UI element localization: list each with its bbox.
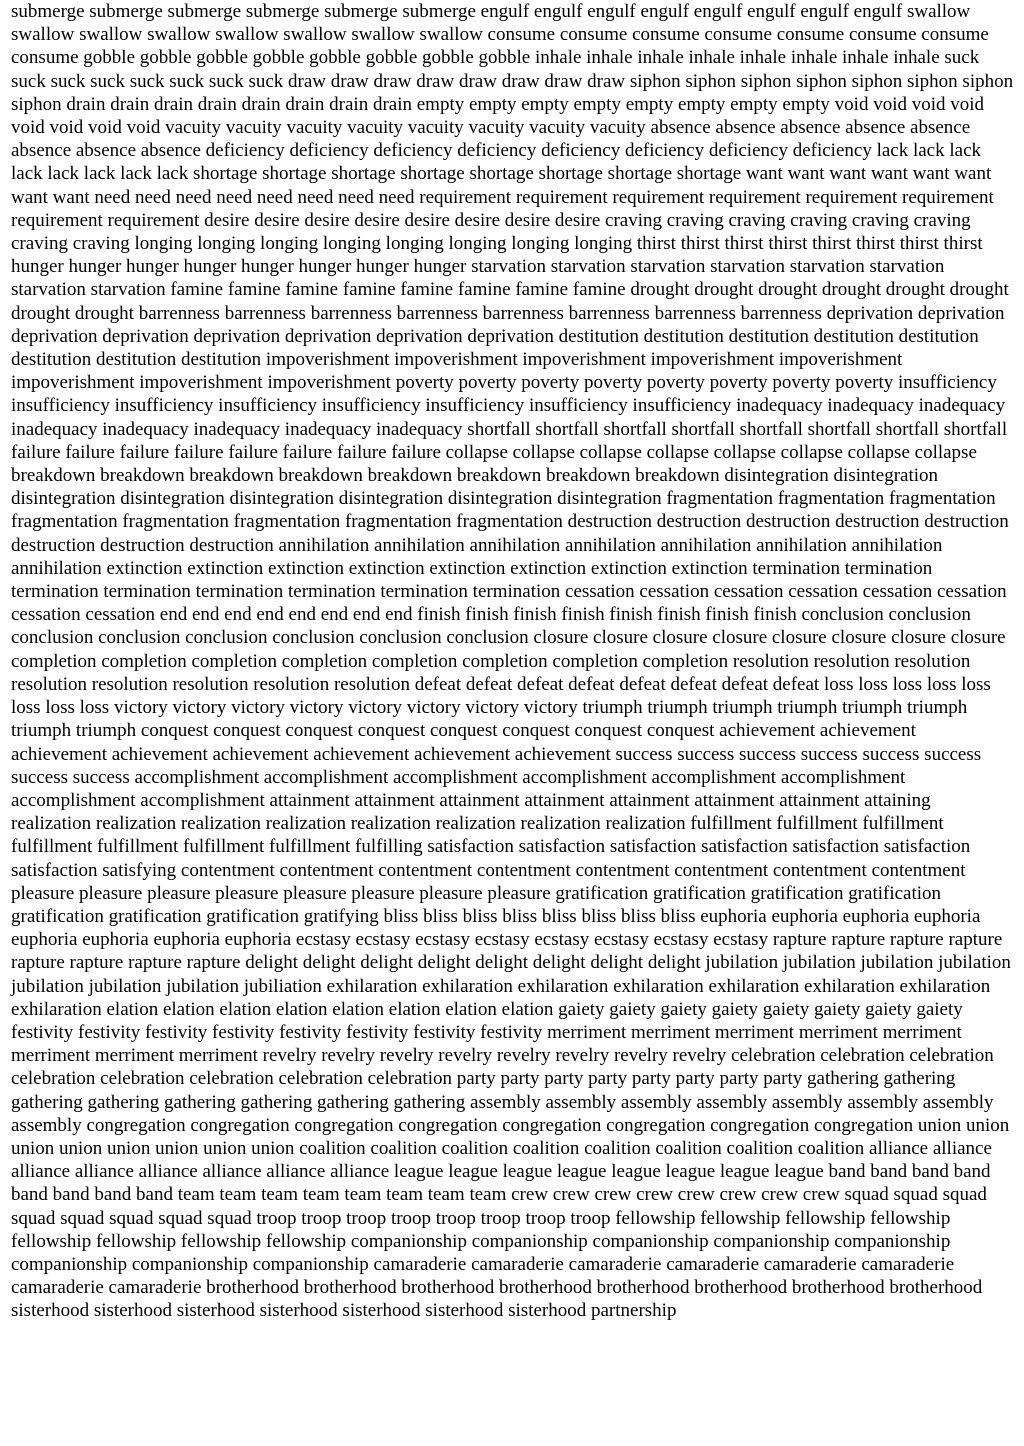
body-text: submerge submerge submerge submerge submerge submerge engulf engulf engulf engulf engulf engulf engulf engulf swallow swallow swallow swallow swallow swallow swallow swallow consume consume consume consume consume consume consume consume gobble gobble gobble gobble gobble gobble gobble gobble inhale inhale inhale inhale inhale inhale inhale inhale suck suck suck suck suck suck suck suck draw draw draw draw draw draw draw draw siphon siphon siphon siphon siphon siphon siphon siphon drain drain drain drain drain drain drain drain empty empty empty empty empty empty empty empty void void void void void void void void vacuity vacuity vacuity vacuity vacuity vacuity vacuity vacuity absence absence absence absence absence absence absence absence deficiency deficiency deficiency deficiency deficiency deficiency deficiency deficiency lack lack lack lack lack lack lack lack shortage shortage shortage shortage shortage shortage shortage shortage want want want want want want want want need need need need need need need need requirement requirement requirement requirement requirement requirement requirement requirement desire desire desire desire desire desire desire desire craving craving craving craving craving craving craving craving longing longing longing longing longing longing longing longing thirst thirst thirst thirst thirst thirst thirst thirst hunger hunger hunger hunger hunger hunger hunger hunger starvation starvation starvation starvation starvation starvation starvation starvation famine famine famine famine famine famine famine famine drought drought drought drought drought drought drought drought barrenness barrenness barrenness barrenness barrenness barrenness barrenness barrenness deprivation deprivation deprivation deprivation deprivation deprivation deprivation deprivation destitution destitution destitution destitution destitution destitution destitution destitution impoverishment impoverishment impoverishment impoverishment impoverishment impoverishment impoverishment impoverishment poverty poverty poverty poverty poverty poverty poverty poverty insufficiency insufficiency insufficiency insufficiency insufficiency insufficiency insufficiency insufficiency inadequacy inadequacy inadequacy inadequacy inadequacy inadequacy inadequacy inadequacy shortfall shortfall shortfall shortfall shortfall shortfall shortfall shortfall failure failure failure failure failure failure failure failure collapse collapse collapse collapse collapse collapse collapse collapse breakdown breakdown breakdown breakdown breakdown breakdown breakdown breakdown disintegration disintegration disintegration disintegration disintegration disintegration disintegration disintegration fragmentation fragmentation fragmentation fragmentation fragmentation fragmentation fragmentation fragmentation destruction destruction destruction destruction destruction destruction destruction destruction annihilation annihilation annihilation annihilation annihilation annihilation annihilation annihilation extinction extinction extinction extinction extinction extinction extinction extinction termination termination termination termination termination termination termination termination cessation cessation cessation cessation cessation cessation cessation cessation end end end end end end end end finish finish finish finish finish finish finish finish conclusion conclusion conclusion conclusion conclusion conclusion conclusion conclusion closure closure closure closure closure closure closure closure completion completion completion completion completion completion completion completion resolution resolution resolution resolution resolution resolution resolution resolution defeat defeat defeat defeat defeat defeat defeat defeat loss loss loss loss loss loss loss loss victory victory victory victory victory victory victory victory triumph triumph triumph triumph triumph triumph triumph triumph conquest conquest conquest conquest conquest conquest conquest conquest achievement achievement achievement achievement achievement achievement achievement achievement success success success success success success success success accomplishment accomplishment accomplishment accomplishment accomplishment accomplishment accomplishment accomplishment attainment attainment attainment attainment attainment attainment attainment attaining realization realization realization realization realization realization realization realization fulfillment fulfillment fulfillment fulfillment fulfillment fulfillment fulfillment fulfilling satisfaction satisfaction satisfaction satisfaction satisfaction satisfaction satisfaction satisfying contentment contentment contentment contentment contentment contentment contentment contentment pleasure pleasure pleasure pleasure pleasure pleasure pleasure pleasure gratification gratification gratification gratification gratification gratification gratification gratifying bliss bliss bliss bliss bliss bliss bliss bliss euphoria euphoria euphoria euphoria euphoria euphoria euphoria euphoria ecstasy ecstasy ecstasy ecstasy ecstasy ecstasy ecstasy ecstasy rapture rapture rapture rapture rapture rapture rapture rapture delight delight delight delight delight delight delight delight jubilation jubilation jubilation jubilation jubilation jubilation jubilation jubiliation exhilaration exhilaration exhilaration exhilaration exhilaration exhilaration exhilaration exhilaration elation elation elation elation elation elation elation elation gaiety gaiety gaiety gaiety gaiety gaiety gaiety gaiety festivity festivity festivity festivity festivity festivity festivity festivity merriment merriment merriment merriment merriment merriment merriment merriment revelry revelry revelry revelry revelry revelry revelry revelry celebration celebration celebration celebration celebration celebration celebration celebration party party party party party party party party gathering gathering gathering gathering gathering gathering gathering gathering assembly assembly assembly assembly assembly assembly assembly assembly congregation congregation congregation congregation congregation congregation congregation congregation union union union union union union union union coalition coalition coalition coalition coalition coalition coalition coalition alliance alliance alliance alliance alliance alliance alliance alliance league league league league league league league league band band band band band band band band team team team team team team team team crew crew crew crew crew crew crew crew squad squad squad squad squad squad squad squad troop troop troop troop troop troop troop troop fellowship fellowship fellowship fellowship fellowship fellowship fellowship fellowship companionship companionship companionship companionship companionship companionship companionship companionship camaraderie camaraderie camaraderie camaraderie camaraderie camaraderie camaraderie camaraderie brotherhood brotherhood brotherhood brotherhood brotherhood brotherhood brotherhood brotherhood sisterhood sisterhood sisterhood sisterhood sisterhood sisterhood sisterhood partnership: [11, 1, 1014, 1322]
